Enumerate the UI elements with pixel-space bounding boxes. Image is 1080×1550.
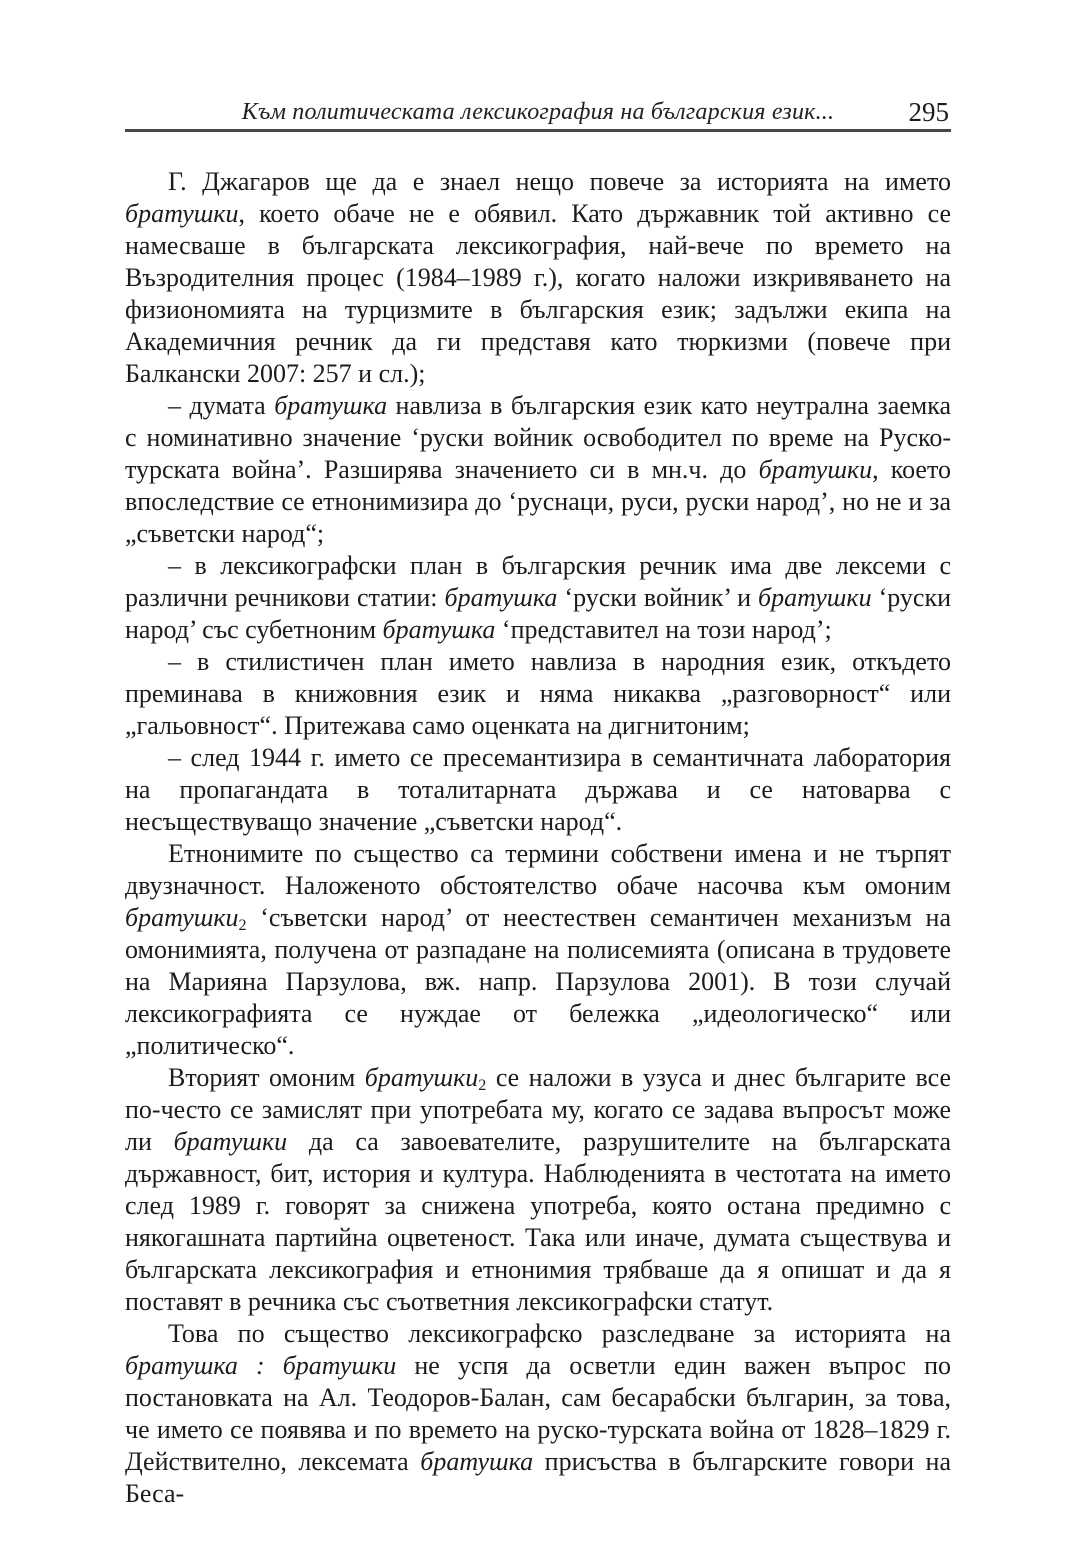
paragraph-5: – след 1944 г. името се пресемантизира в семантичната лаборатория на пропагандата в тоталитарната държава и се натоварва с несъществуващо значение „съветски народ“. <box>125 743 951 836</box>
page-number: 295 <box>908 97 949 127</box>
article-body <box>125 166 951 1510</box>
header-rule <box>125 129 951 132</box>
paragraph-1: Г. Джагаров ще да е знаел нещо повече за историята на името братушки, което обаче не е обявил. Като държавник той активно се намесваше в българската лексикография, най-вече по времето на Възродителния процес (1984–1989 г.), когато наложи изкривяването на физиономията на турцизмите в българския език; задължи екипа на Академичния речник да ги представя като тюркизми (повече при Балкански 2007: 257 и сл.); <box>125 167 951 388</box>
paragraph-2: – думата братушка навлиза в българския език като неутрална заемка с номинативно значение ‘руски войник освободител по време на Руско-турската война’. Разширява значението си в мн.ч. до братушки, което впоследствие се етнонимизира до ‘руснаци, руси, руски народ’, но не и за „съветски народ“; <box>125 391 951 548</box>
paragraph-8: Това по същество лексикографско разследване за историята на братушка : братушки не успя да осветли един важен въпрос по постановката на Ал. Теодоров-Балан, сам бесарабски българин, за това, че името се появява и по времето на руско-турската война от 1828–1829 г. Действително, лексемата братушка присъства в българските говори на Беса- <box>125 1319 952 1508</box>
running-title: Към политическата лексикография на българския език... <box>241 99 835 125</box>
paragraph-7: Вторият омоним братушки$_2$ се наложи в узуса и днес българите все по-често се замислят при употребата му, когато се задава въпросът може ли братушки да са завоевателите, разрушителите на българската държавност, бит, история и култура. Наблюденията в честотата на името след 1989 г. говорят за снижена употреба, която остана предимно с някогашната партийна оцветеност. Така или иначе, думата съществува и българската лексикография и етнонимия трябваше да я опишат и да я поставят в речника със съответния лексикографски статут. <box>125 1063 952 1316</box>
page-header <box>125 98 951 128</box>
text-block <box>125 98 951 1510</box>
paragraph-6: Етнонимите по същество са термини собствени имена и не търпят двузначност. Наложеното обстоятелство обаче насочва към омоним братушки$_2$ ‘съветски народ’ от неестествен семантичен механизъм на омонимията, получена от разпадане на полисемията (описана в трудовете на Марияна Парзулова, вж. напр. Парзулова 2001). В този случай лексикографията се нуждае от бележка „идеологическо“ или „политическо“. <box>125 839 951 1060</box>
paragraph-4: – в стилистичен план името навлиза в народния език, откъдето преминава в книжовния език и няма никаква „разговорност“ или „гальовност“. Притежава само оценката на дигнитоним; <box>125 647 951 740</box>
paragraph-3: – в лексикографски план в българския речник има две лексеми с различни речникови статии: братушка ‘руски войник’ и братушки ‘руски народ’ със субетноним братушка ‘представител на този народ’; <box>125 551 952 644</box>
